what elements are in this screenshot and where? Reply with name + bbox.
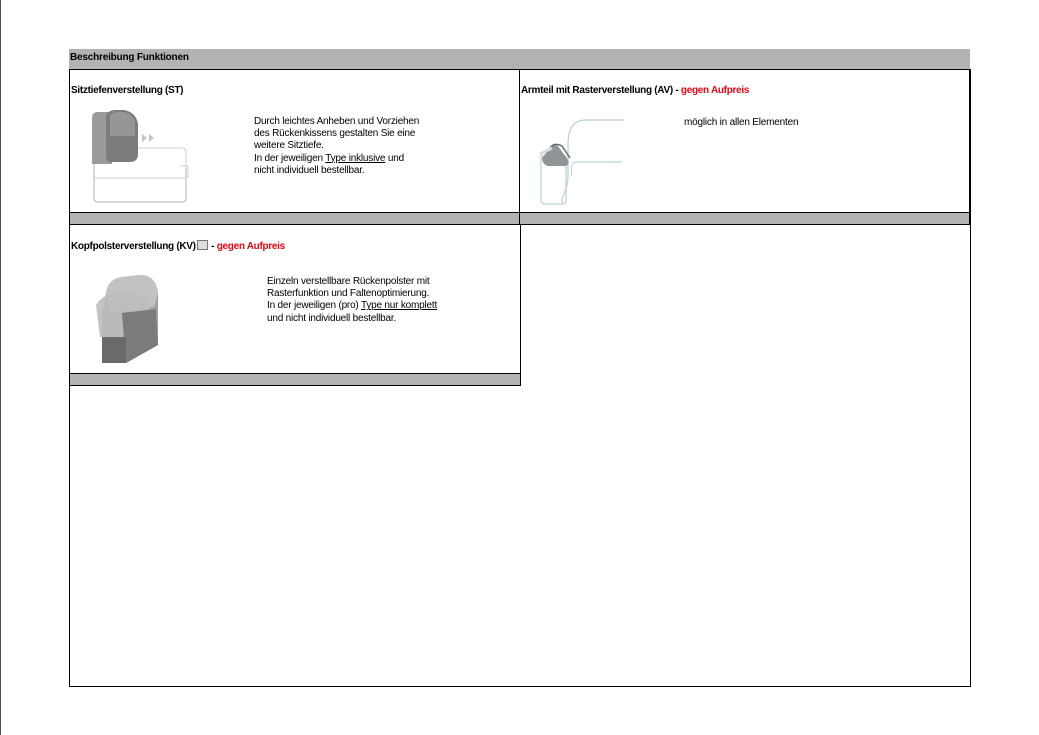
desc-text: In der jeweiligen	[254, 152, 326, 164]
desc-line: Rasterfunktion und Faltenoptimierung.	[267, 288, 430, 300]
headrest-illustration	[96, 273, 166, 365]
price-note: gegen Aufpreis	[680, 85, 750, 96]
desc-line: des Rückenkissens gestalten Sie eine	[254, 128, 416, 140]
desc-line: Einzeln verstellbare Rückenpolster mit	[267, 276, 430, 287]
feature-title-av	[521, 85, 749, 96]
feature-cell-av	[519, 69, 970, 213]
feature-cell-st	[69, 69, 521, 213]
desc-line	[267, 300, 437, 312]
desc-line: Durch leichtes Anheben und Vorziehen	[254, 116, 420, 127]
feature-cell-kv	[69, 224, 521, 374]
section-header	[69, 49, 970, 69]
title-separator: -	[672, 85, 681, 96]
feature-title-st: Sitztiefenverstellung (ST)	[71, 85, 184, 96]
feature-title-kv	[71, 240, 285, 252]
armrest-illustration	[538, 114, 628, 206]
title-separator: -	[208, 241, 217, 252]
cell-footer-strip	[69, 212, 521, 225]
desc-text: und	[385, 152, 404, 164]
desc-text: In der jeweiligen (pro)	[267, 300, 361, 312]
type-link: Type inklusive	[325, 152, 386, 164]
cell-footer-strip	[69, 373, 521, 386]
desc-line: und nicht individuell bestellbar.	[267, 312, 397, 324]
type-link: Type nur komplett	[360, 300, 438, 312]
page-edge	[0, 0, 1, 735]
seat-depth-illustration	[90, 108, 195, 204]
desc-line: weitere Sitztiefe.	[254, 140, 324, 152]
feature-desc-st	[254, 116, 419, 177]
section-title: Beschreibung Funktionen	[70, 52, 189, 63]
feature-desc-kv	[267, 276, 437, 325]
feature-title-text: Armteil mit Rasterverstellung (AV)	[521, 85, 673, 96]
feature-desc-av: möglich in allen Elementen	[684, 117, 799, 128]
desc-line: nicht individuell bestellbar.	[254, 164, 365, 176]
headrest-icon	[197, 240, 208, 250]
desc-line	[254, 153, 419, 165]
feature-title-text: Kopfpolsterverstellung (KV)	[71, 241, 196, 252]
cell-footer-strip	[519, 212, 970, 225]
price-note: gegen Aufpreis	[216, 241, 285, 252]
